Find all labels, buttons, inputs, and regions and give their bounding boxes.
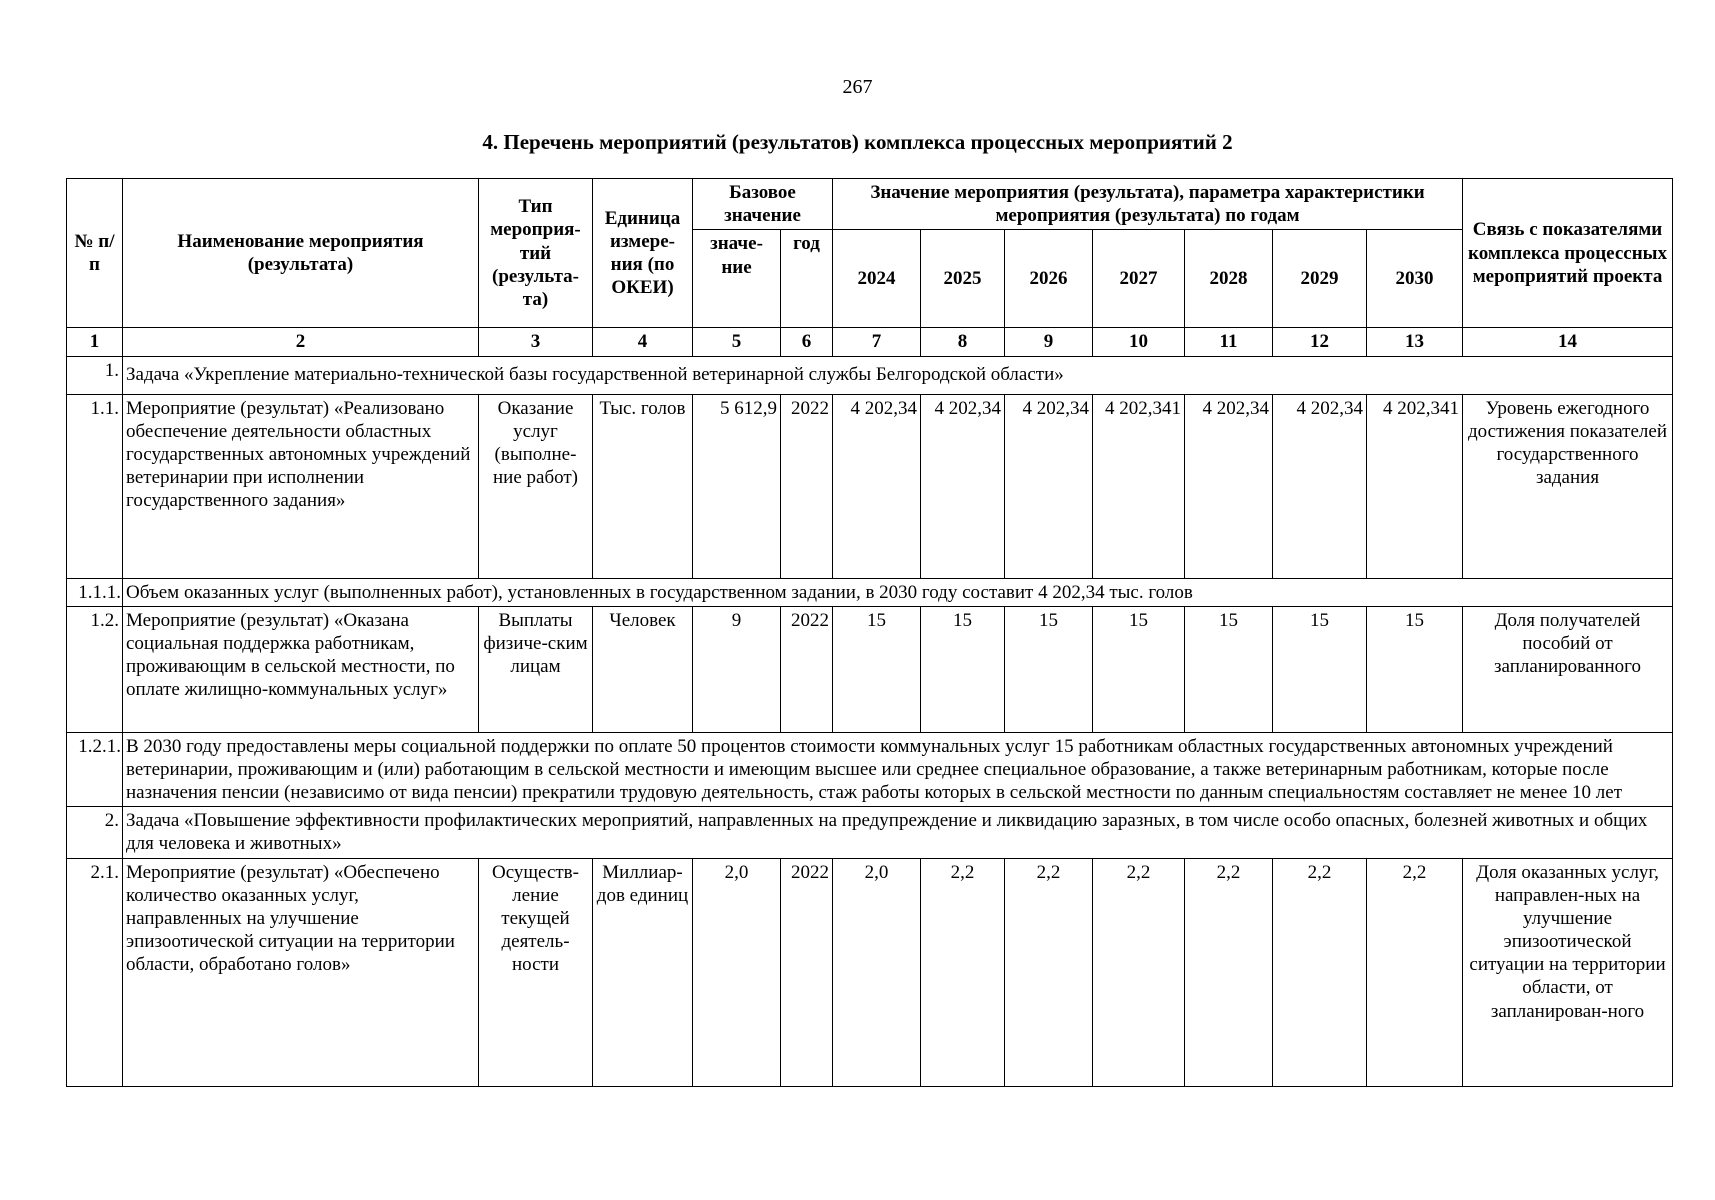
value-2024: 2,0 bbox=[833, 858, 921, 1086]
value-2028: 15 bbox=[1185, 606, 1273, 732]
header-year-2025: 2025 bbox=[921, 230, 1005, 328]
header-unit: Единица измере-ния (по ОКЕИ) bbox=[593, 179, 693, 328]
header-year-2030: 2030 bbox=[1367, 230, 1463, 328]
value-2028: 4 202,34 bbox=[1185, 394, 1273, 578]
column-number: 13 bbox=[1367, 328, 1463, 356]
header-name: Наименование мероприятия (результата) bbox=[123, 179, 479, 328]
header-year-2027: 2027 bbox=[1093, 230, 1185, 328]
value-2029: 15 bbox=[1273, 606, 1367, 732]
value-2030: 15 bbox=[1367, 606, 1463, 732]
document-title: 4. Перечень мероприятий (результатов) комплекса процессных мероприятий 2 bbox=[482, 130, 1233, 154]
task-row bbox=[67, 356, 1673, 394]
header-link: Связь с показателями комплекса процессных мероприятий проекта bbox=[1463, 179, 1673, 328]
header-type: Тип мероприя-тий (результа-та) bbox=[479, 179, 593, 328]
row-number: 1.1.1. bbox=[67, 578, 123, 606]
result-row bbox=[67, 732, 1673, 807]
column-number: 7 bbox=[833, 328, 921, 356]
row-number: 2. bbox=[67, 807, 123, 858]
value-2027: 15 bbox=[1093, 606, 1185, 732]
value-2029: 4 202,34 bbox=[1273, 394, 1367, 578]
value-2026: 2,2 bbox=[1005, 858, 1093, 1086]
measure-unit: Миллиар-дов единиц bbox=[593, 858, 693, 1086]
value-2025: 2,2 bbox=[921, 858, 1005, 1086]
value-2027: 2,2 bbox=[1093, 858, 1185, 1086]
measure-row bbox=[67, 606, 1673, 732]
link-indicator: Доля оказанных услуг, направлен-ных на улучшение эпизоотической ситуации на территории области, от запланирован-ного bbox=[1463, 858, 1673, 1086]
measure-type: Оказание услуг (выполне-ние работ) bbox=[479, 394, 593, 578]
base-value: 2,0 bbox=[693, 858, 781, 1086]
header-num: № п/п bbox=[67, 179, 123, 328]
column-number-row bbox=[67, 328, 1673, 356]
header-year-2024: 2024 bbox=[833, 230, 921, 328]
row-number: 2.1. bbox=[67, 858, 123, 1086]
row-number: 1.1. bbox=[67, 394, 123, 578]
column-number: 14 bbox=[1463, 328, 1673, 356]
measure-type: Выплаты физиче-ским лицам bbox=[479, 606, 593, 732]
column-number: 11 bbox=[1185, 328, 1273, 356]
measure-unit: Человек bbox=[593, 606, 693, 732]
value-2028: 2,2 bbox=[1185, 858, 1273, 1086]
header-row-1 bbox=[67, 179, 1673, 230]
column-number: 12 bbox=[1273, 328, 1367, 356]
measure-name: Мероприятие (результат) «Обеспечено количество оказанных услуг, направленных на улучшение эпизоотической ситуации на территории области, обработано голов» bbox=[123, 858, 479, 1086]
value-2025: 4 202,34 bbox=[921, 394, 1005, 578]
base-value: 9 bbox=[693, 606, 781, 732]
column-number: 10 bbox=[1093, 328, 1185, 356]
column-number: 5 bbox=[693, 328, 781, 356]
header-year-2029: 2029 bbox=[1273, 230, 1367, 328]
row-number: 1.2.1. bbox=[67, 732, 123, 807]
value-2029: 2,2 bbox=[1273, 858, 1367, 1086]
measure-row bbox=[67, 858, 1673, 1086]
base-year: 2022 bbox=[781, 606, 833, 732]
value-2024: 15 bbox=[833, 606, 921, 732]
column-number: 6 bbox=[781, 328, 833, 356]
result-text: В 2030 году предоставлены меры социальной поддержки по оплате 50 процентов стоимости коммунальных услуг 15 работникам областных государственных автономных учреждений ветеринарии, проживающим и (или) работающим в сельской местности и имеющим высшее или среднее специальное образование, а также ветеринарным работникам, которые после назначения пенсии (независимо от вида пенсии) прекратили трудовую деятельность, стаж работы которых в сельской местности по данным специальностям составляет не менее 10 лет bbox=[123, 732, 1673, 807]
task-text: Задача «Повышение эффективности профилактических мероприятий, направленных на предупреждение и ликвидацию заразных, в том числе особо опасных, болезней животных и общих для человека и животных» bbox=[123, 807, 1673, 858]
link-indicator: Доля получателей пособий от запланированного bbox=[1463, 606, 1673, 732]
value-2026: 15 bbox=[1005, 606, 1093, 732]
link-indicator: Уровень ежегодного достижения показателей государственного задания bbox=[1463, 394, 1673, 578]
value-2024: 4 202,34 bbox=[833, 394, 921, 578]
result-text: Объем оказанных услуг (выполненных работ), установленных в государственном задании, в 2030 году составит 4 202,34 тыс. голов bbox=[123, 578, 1673, 606]
measures-table bbox=[66, 178, 1673, 1087]
task-row bbox=[67, 807, 1673, 858]
measure-type: Осуществ-ление текущей деятель-ности bbox=[479, 858, 593, 1086]
value-2030: 4 202,341 bbox=[1367, 394, 1463, 578]
base-year: 2022 bbox=[781, 858, 833, 1086]
base-year: 2022 bbox=[781, 394, 833, 578]
measure-name: Мероприятие (результат) «Реализовано обеспечение деятельности областных государственных автономных учреждений ветеринарии при исполнении государственного задания» bbox=[123, 394, 479, 578]
column-number: 8 bbox=[921, 328, 1005, 356]
header-base-value: значе-ние bbox=[693, 230, 781, 328]
measure-row bbox=[67, 394, 1673, 578]
header-base: Базовое значение bbox=[693, 179, 833, 230]
row-number: 1.2. bbox=[67, 606, 123, 732]
base-value: 5 612,9 bbox=[693, 394, 781, 578]
measure-name: Мероприятие (результат) «Оказана социальная поддержка работникам, проживающим в сельской местности, по оплате жилищно-коммунальных услуг» bbox=[123, 606, 479, 732]
value-2030: 2,2 bbox=[1367, 858, 1463, 1086]
page-number: 267 bbox=[842, 76, 873, 98]
header-base-year: год bbox=[781, 230, 833, 328]
measure-unit: Тыс. голов bbox=[593, 394, 693, 578]
column-number: 2 bbox=[123, 328, 479, 356]
header-values: Значение мероприятия (результата), параметра характеристики мероприятия (результата) по годам bbox=[833, 179, 1463, 230]
value-2026: 4 202,34 bbox=[1005, 394, 1093, 578]
column-number: 4 bbox=[593, 328, 693, 356]
value-2027: 4 202,341 bbox=[1093, 394, 1185, 578]
value-2025: 15 bbox=[921, 606, 1005, 732]
column-number: 1 bbox=[67, 328, 123, 356]
header-year-2026: 2026 bbox=[1005, 230, 1093, 328]
result-row bbox=[67, 578, 1673, 606]
header-year-2028: 2028 bbox=[1185, 230, 1273, 328]
task-text: Задача «Укрепление материально-технической базы государственной ветеринарной службы Белгородской области» bbox=[123, 356, 1673, 394]
column-number: 9 bbox=[1005, 328, 1093, 356]
row-number: 1. bbox=[67, 356, 123, 394]
column-number: 3 bbox=[479, 328, 593, 356]
